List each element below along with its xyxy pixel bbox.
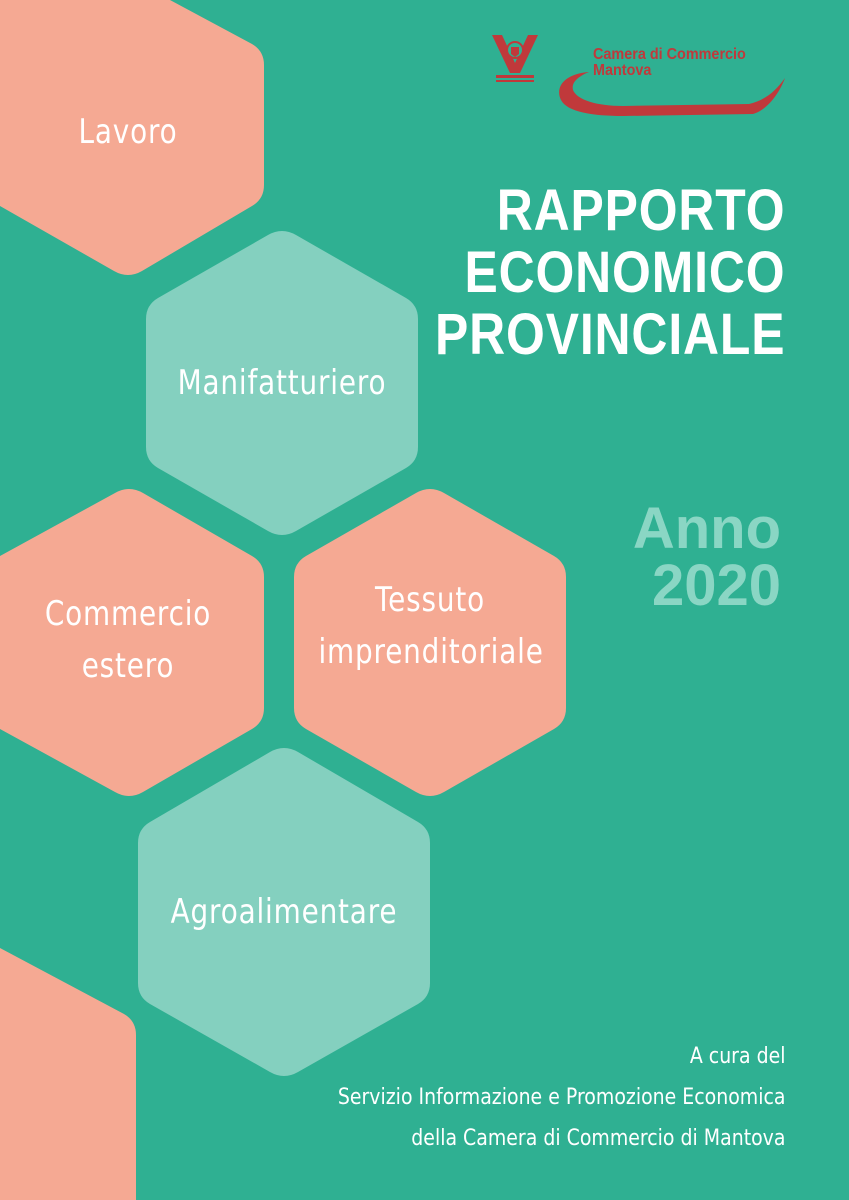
hexagon-label-line: estero — [81, 646, 175, 686]
hexagon-label-line: Commercio — [44, 594, 212, 634]
hexagon-label-commercio-estero — [23, 588, 233, 692]
year-label: Anno — [632, 496, 781, 561]
university-logo — [490, 33, 540, 85]
hexagon-label-lavoro: Lavoro — [78, 112, 178, 152]
title-line: PROVINCIALE — [434, 302, 785, 367]
report-title — [435, 180, 785, 366]
hexagon-label-manifatturiero: Manifatturiero — [177, 363, 387, 403]
credit-line: A cura del — [689, 1044, 785, 1069]
hexagon-label-tessuto-imprenditoriale — [318, 574, 544, 678]
credit-line: Servizio Informazione e Promozione Economica — [337, 1085, 785, 1110]
title-line: ECONOMICO — [464, 240, 785, 305]
chamber-of-commerce-logo — [553, 44, 787, 122]
report-year — [632, 496, 781, 618]
year-value: 2020 — [651, 553, 781, 618]
hexagon-bottom-partial — [0, 948, 136, 1200]
hexagon-label-line: imprenditoriale — [318, 632, 544, 672]
title-line: RAPPORTO — [496, 178, 785, 243]
chamber-name-text — [593, 47, 746, 79]
chamber-name-line: Camera di Commercio — [593, 46, 746, 63]
chamber-name-line: Mantova — [593, 62, 652, 79]
hexagon-label-agroalimentare: Agroalimentare — [170, 892, 398, 932]
credit-block — [337, 1036, 785, 1159]
credit-line: della Camera di Commercio di Mantova — [410, 1126, 785, 1151]
hexagon-label-line: Tessuto — [375, 580, 485, 620]
